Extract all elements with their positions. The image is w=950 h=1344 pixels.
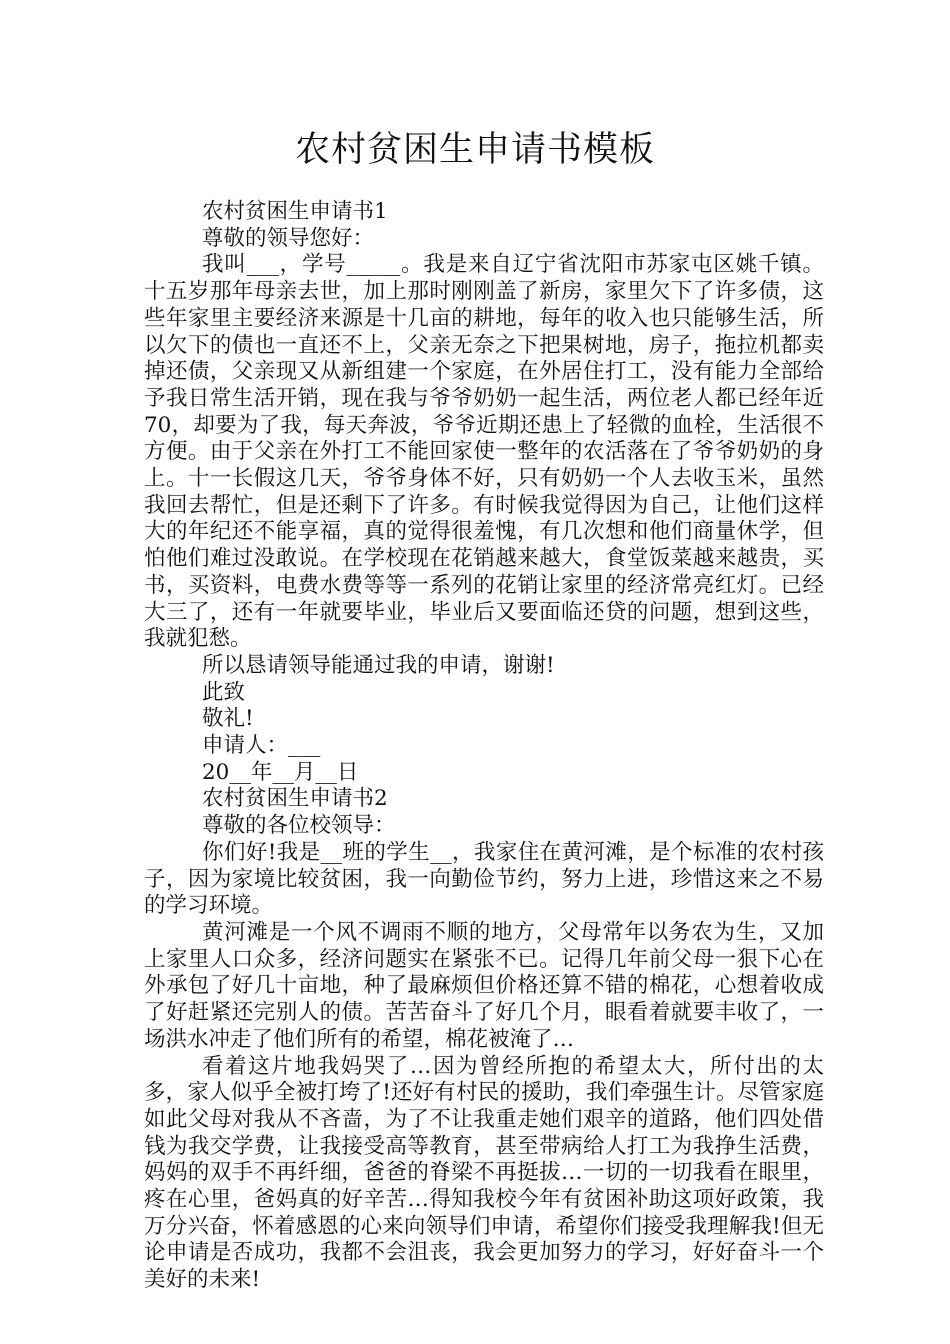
letter1-salutation: 尊敬的领导您好： [202, 225, 375, 251]
document-title: 农村贫困生申请书模板 [294, 130, 655, 170]
letter1-date: 20__年__月__日 [202, 759, 359, 785]
letter2-paragraph: 看着这片地我妈哭了…因为曾经所抱的希望太大，所付出的太多，家人似乎全被打垮了!还好有村民的援助，我们牵强生计。尽管家庭如此父母对我从不吝啬，为了不让我重走她们艰辛的道路，他们四处借钱为我交学费，让我接受高等教育，甚至带病给人打工为我挣生活费，妈妈的双手不再纤细，爸爸的脊梁不再挺拔…一切的一切我看在眼里，疼在心里，爸妈真的好辛苦…得知我校今年有贫困补助这项好政策，我万分兴奋，怀着感恩的心来向领导们申请，希望你们接受我理解我!但无论申请是否成功，我都不会沮丧，我会更加努力的学习，好好奋斗一个美好的未来! [144, 1053, 824, 1293]
letter2-paragraph: 黄河滩是一个风不调雨不顺的地方，父母常年以务农为生，又加上家里人口众多，经济问题实在紧张不已。记得几年前父母一狠下心在外承包了好几十亩地，种了最麻烦但价格还算不错的棉花，心想着收成了好赶紧还完别人的债。苦苦奋斗了好几个月，眼看着就要丰收了，一场洪水冲走了他们所有的希望，棉花被淹了… [144, 919, 824, 1052]
letter1-paragraph: 我叫___，学号_____。我是来自辽宁省沈阳市苏家屯区姚千镇。十五岁那年母亲去世，加上那时刚刚盖了新房，家里欠下了许多债，这些年家里主要经济来源是十几亩的耕地，每年的收入也只能够生活，所以欠下的债也一直还不上，父亲无奈之下把果树地，房子，拖拉机都卖掉还债，父亲现又从新组建一个家庭，在外居住打工，没有能力全部给予我日常生活开销，现在我与爷爷奶奶一起生活，两位老人都已经年近70，却要为了我，每天奔波，爷爷近期还患上了轻微的血栓，生活很不方便。由于父亲在外打工不能回家使一整年的农活落在了爷爷奶奶的身上。十一长假这几天，爷爷身体不好，只有奶奶一个人去收玉米，虽然我回去帮忙，但是还剩下了许多。有时候我觉得因为自己，让他们这样大的年纪还不能享福，真的觉得很羞愧，有几次想和他们商量休学，但怕他们难过没敢说。在学校现在花销越来越大，食堂饭菜越来越贵，买书，买资料，电费水费等等一系列的花销让家里的经济常亮红灯。已经大三了，还有一年就要毕业，毕业后又要面临还贷的问题，想到这些，我就犯愁。 [144, 252, 824, 652]
letter1-heading: 农村贫困生申请书1 [202, 199, 388, 224]
letter2-heading: 农村贫困生申请书2 [202, 786, 388, 812]
letter2-salutation: 尊敬的各位校领导： [202, 813, 396, 839]
letter1-paragraph: 所以恳请领导能通过我的申请，谢谢! [202, 652, 555, 678]
letter2-paragraph: 你们好!我是__班的学生__，我家住在黄河滩，是个标准的农村孩子，因为家境比较贫困，我一向勤俭节约，努力上进，珍惜这来之不易的学习环境。 [144, 839, 824, 919]
letter1-closing: 敬礼! [202, 706, 254, 732]
letter1-closing: 此致 [202, 679, 246, 705]
document-body [144, 199, 824, 1294]
letter1-applicant: 申请人：___ [202, 733, 321, 759]
